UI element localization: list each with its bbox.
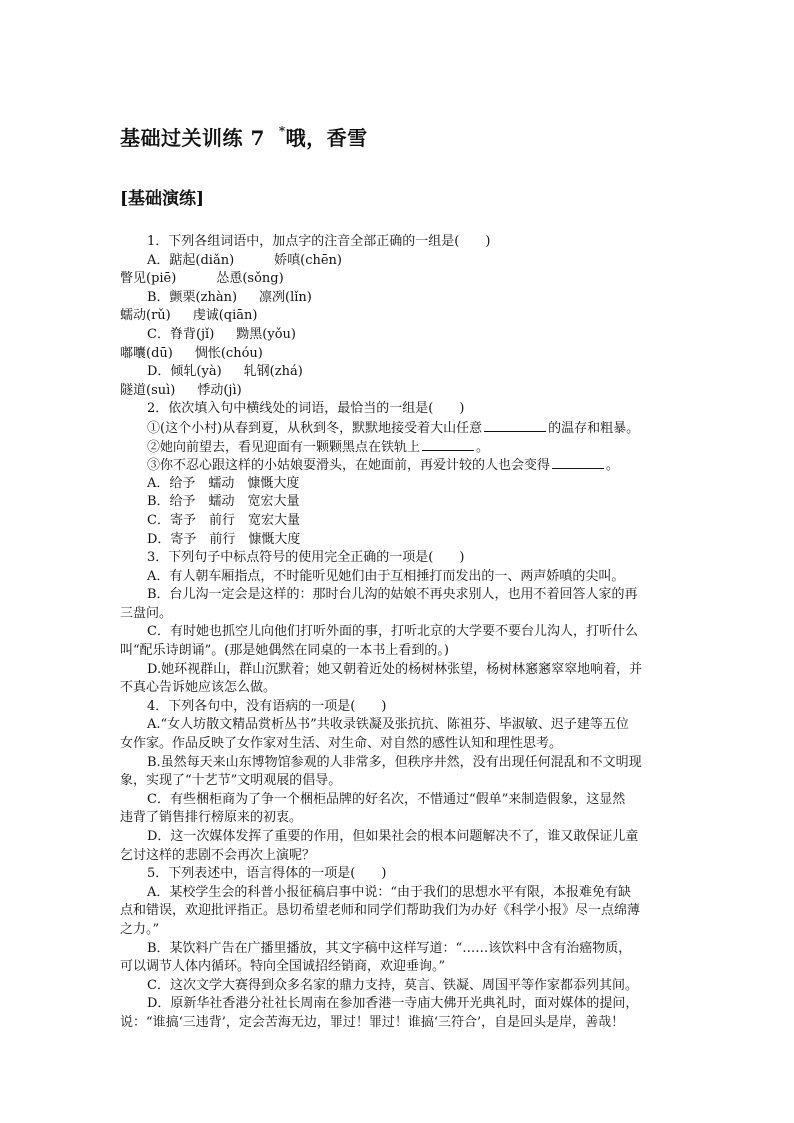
- q2-option-c: C．寄予 前行 宽宏大量: [147, 512, 300, 528]
- fill-blank: [552, 456, 604, 469]
- q5-option-c: C．这次文学大赛得到众多名家的鼎力支持，莫言、铁凝、周国平等作家都忝列其间。: [147, 977, 638, 993]
- q4-option-d-cont: 乞讨这样的悲剧不会再次上演呢？: [120, 847, 316, 863]
- q3-option-d: D.她环视群山，群山沉默着；她又朝着近处的杨树林张望，杨树林窸窸窣窣地响着，并: [147, 661, 643, 677]
- fill-blank: [484, 419, 546, 432]
- title-rest: 哦，香雪: [285, 126, 368, 150]
- q1-stem: 1．下列各组词语中，加点字的注音全部正确的一组是( ): [147, 234, 491, 249]
- q2-sentence-2: ②她向前望去，看见迎面有一颗颗黑点在铁轨上 。: [147, 439, 490, 455]
- q2-option-d: D．寄予 前行 慷慨大度: [147, 531, 301, 547]
- q3-option-d-cont: 不真心告诉她应该怎么做。: [120, 680, 277, 696]
- page-title: [120, 122, 368, 151]
- q2-stem: 2．依次填入句中横线处的词语，最恰当的一组是( ): [147, 401, 465, 417]
- q5-option-a-cont: 点和错误，欢迎批评指正。恳切希望老师和同学们帮助我们为办好《科学小报》尽一点绵薄: [120, 903, 641, 919]
- q2-option-a: A．给予 蠕动 慷慨大度: [147, 475, 300, 491]
- section-heading: [基础演练]: [120, 189, 205, 209]
- q5-option-b-cont: 可以调节人体内循环。特向全国诚招经销商，欢迎垂询。”: [120, 959, 446, 975]
- q1-option-b-cont: 蠕动(rǔ) 虔诚(qiān): [120, 308, 258, 324]
- q1-option-d-cont: 隧道(suì) 悸动(jì): [120, 382, 242, 398]
- q4-option-b: B.虽然每天来山东博物馆参观的人非常多，但秩序井然，没有出现任何混乱和不文明现: [147, 754, 642, 770]
- q4-option-d: D．这一次媒体发挥了重要的作用，但如果社会的根本问题解决不了，谁又敢保证儿童: [147, 829, 639, 844]
- q4-option-c-cont: 违背了销售排行榜原来的初衷。: [120, 810, 303, 826]
- q5-option-d: D．原新华社香港分社社长周南在参加香港一寺庙大佛开光典礼时，面对媒体的提问，: [147, 996, 639, 1012]
- q3-option-c-cont: 叫“配乐诗朗诵”。(那是她偶然在同桌的一本书上看到的。): [120, 643, 449, 659]
- q4-stem: 4．下列各句中，没有语病的一项是( ): [147, 698, 387, 714]
- q3-option-a: A．有人朝车厢指点，不时能听见她们由于互相捶打而发出的一、两声娇嗔的尖叫。: [147, 568, 625, 584]
- q5-option-d-cont: 说：“谁搞‘三违背’，定会苦海无边，罪过！罪过！谁搞‘三符合’，自是回头是岸，善哉！: [120, 1014, 625, 1030]
- q1-option-a: A．踮起(diǎn) 娇嗔(chēn): [147, 252, 343, 268]
- title-text: 基础过关训练 7: [120, 126, 265, 150]
- question-body: [120, 233, 677, 1033]
- q4-option-a-cont: 女作家。作品反映了女作家对生活、对生命、对自然的感性认知和理性思考。: [120, 736, 563, 752]
- q1-option-a-cont: 瞥见(piē) 怂恿(sǒng): [120, 271, 284, 287]
- star-mark: *: [278, 124, 286, 138]
- q5-stem: 5．下列表述中，语言得体的一项是( ): [147, 866, 387, 882]
- q4-option-b-cont: 象，实现了“十艺节”文明观展的倡导。: [120, 773, 342, 789]
- q4-option-c: C．有些梱柜商为了争一个梱柜品牌的好名次，不惜通过“假单”来制造假象，这显然: [147, 791, 626, 807]
- q1-option-c-cont: 嘟囔(dū) 惆怅(chóu): [120, 345, 263, 361]
- q1-option-b: B．颤栗(zhàn) 凛冽(lǐn): [147, 289, 312, 305]
- q5-option-a-cont2: 之力。”: [120, 921, 160, 937]
- q5-option-b: B．某饮料广告在广播里播放，其文字稿中这样写道：“……该饮料中含有治癌物质，: [147, 940, 632, 956]
- q2-option-b: B．给予 蠕动 宽宏大量: [147, 494, 300, 510]
- q2-sentence-1: ①(这个小村)从春到夏，从秋到冬，默默地接受着大山任意 的温存和粗暴。: [147, 420, 640, 436]
- q3-option-b-cont: 三盘问。: [120, 605, 173, 621]
- q4-option-a: A.“女人坊散文精品赏析丛书”共收录铁凝及张抗抗、陈祖芬、毕淑敏、迟子建等五位: [147, 717, 629, 733]
- q3-option-b: B．台儿沟一定会是这样的：那时台儿沟的姑娘不再央求别人，也用不着回答人家的再: [147, 587, 638, 603]
- q1-option-d: D．倾轧(yà) 轧钢(zhá): [147, 364, 303, 380]
- q2-sentence-3: ③你不忍心跟这样的小姑娘耍滑头，在她面前，再爱计较的人也会变得 。: [147, 458, 620, 474]
- q1-option-c: C．脊背(jǐ) 黝黑(yǒu): [147, 326, 296, 342]
- q5-option-a: A．某校学生会的科普小报征稿启事中说：“由于我们的思想水平有限，本报难免有缺: [147, 884, 632, 900]
- q3-stem: 3．下列句子中标点符号的使用完全正确的一项是( ): [147, 550, 465, 566]
- q3-option-c: C．有时她也抓空儿向他们打听外面的事，打听北京的大学要不要台儿沟人，打听什么: [147, 624, 638, 640]
- fill-blank: [422, 438, 474, 451]
